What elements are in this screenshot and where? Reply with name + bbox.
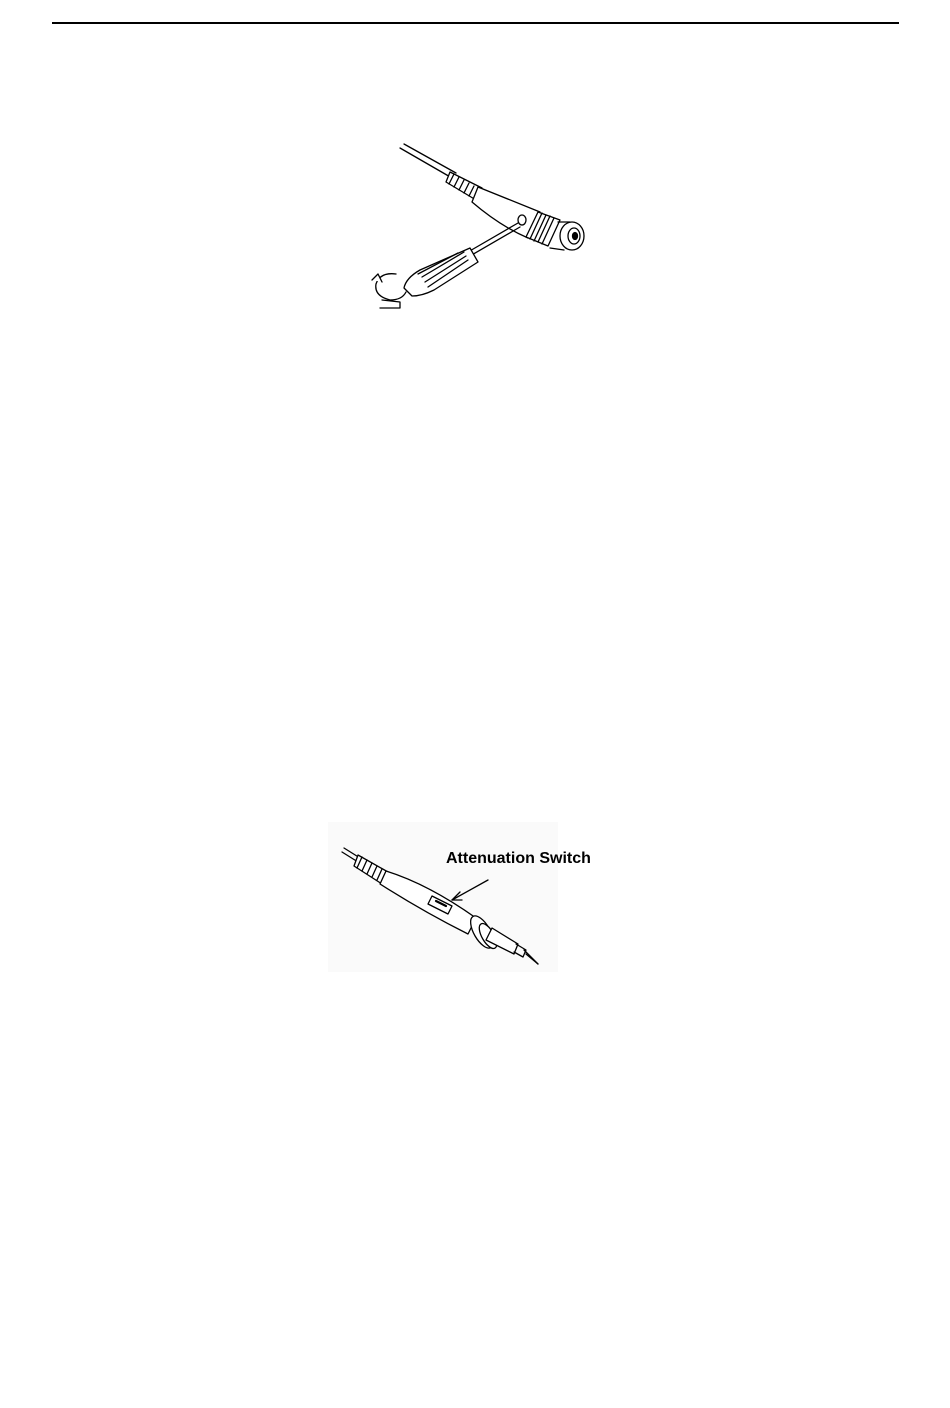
- header-rule: [52, 22, 899, 24]
- probe-attenuation-switch-icon: [328, 822, 558, 972]
- probe-compensation-figure: [360, 140, 600, 310]
- attenuation-switch-label: Attenuation Switch: [446, 850, 591, 867]
- probe-compensation-adjustment-icon: [360, 140, 600, 310]
- attenuation-switch-figure: [328, 822, 558, 972]
